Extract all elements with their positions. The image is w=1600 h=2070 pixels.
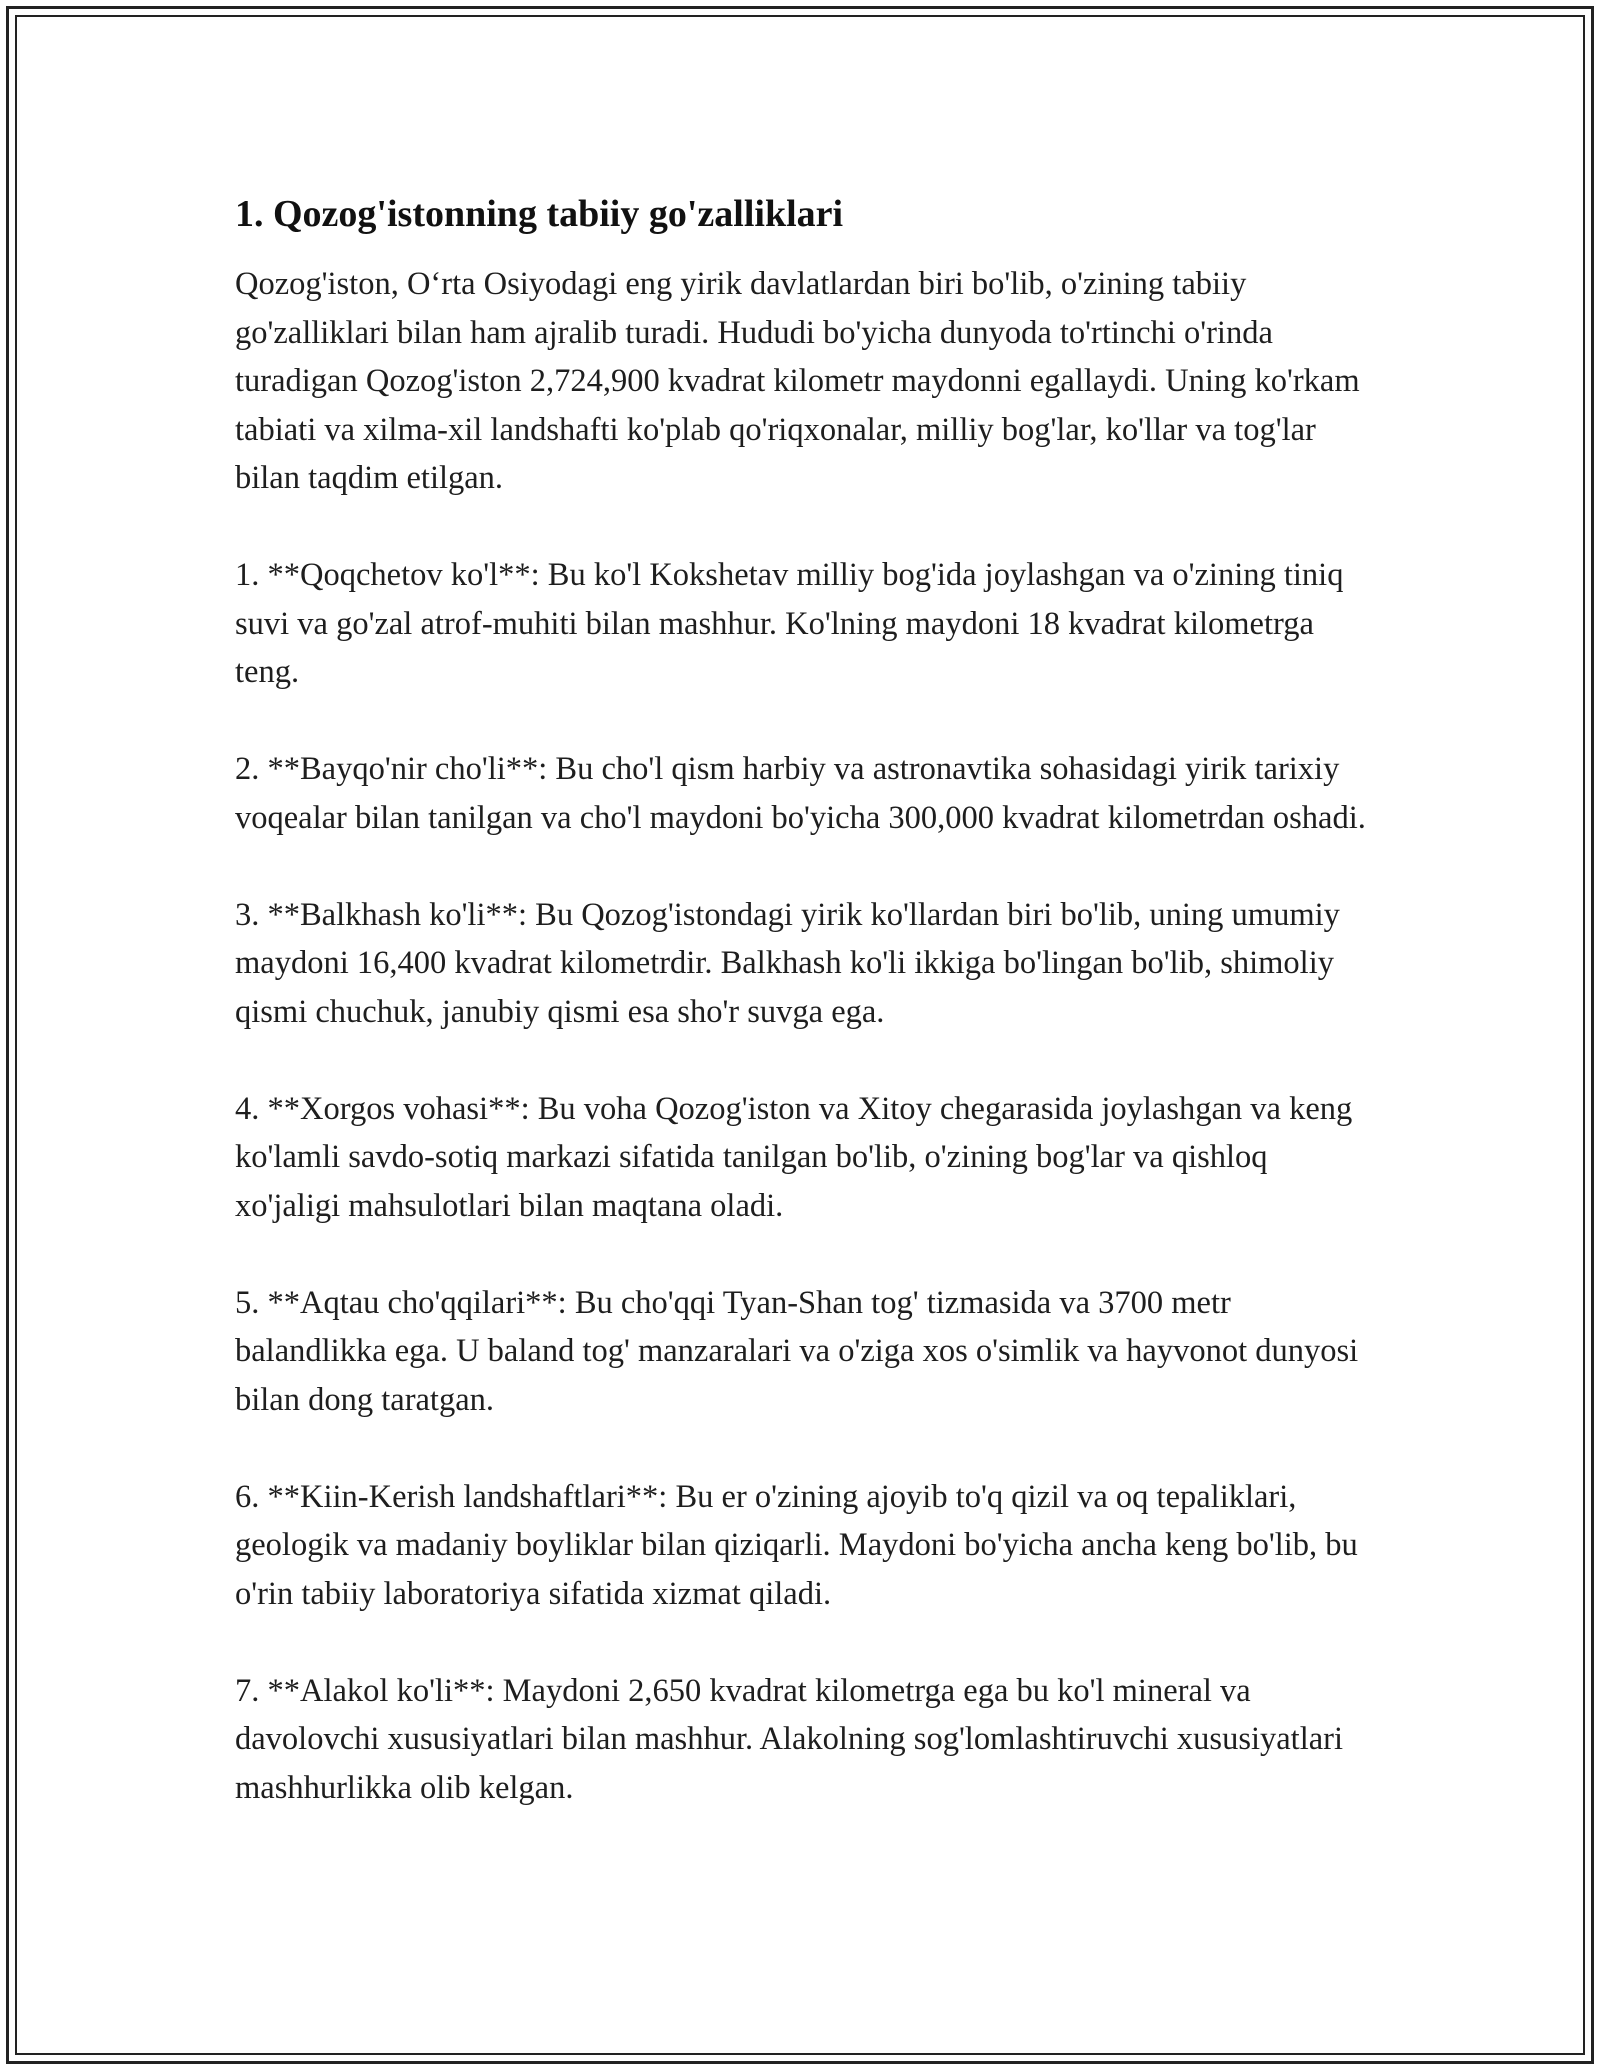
list-item: 4. **Xorgos vohasi**: Bu voha Qozog'iston va Xitoy chegarasida joylashgan va keng ko'lamli savdo-sotiq markazi sifatida tanilgan bo'lib, o'zining bog'lar va qishloq xo'jaligi mahsulotlari bilan maqtana oladi. <box>235 1090 1353 1224</box>
intro-paragraph: Qozog'iston, O‘rta Osiyodagi eng yirik davlatlardan biri bo'lib, o'zining tabiiy go'zalliklari bilan ham ajralib turadi. Hududi bo'yicha dunyoda to'rtinchi o'rinda turadigan Qozog'iston 2,724,900 kvadrat kilometr maydonni egallaydi. Uning ko'rkam tabiati va xilma-xil landshafti ko'plab qo'riqxonalar, milliy bog'lar, ko'llar va tog'lar bilan taqdim etilgan. <box>235 266 1360 496</box>
list-item: 7. **Alakol ko'li**: Maydoni 2,650 kvadrat kilometrga ega bu ko'l mineral va davolovchi xususiyatlari bilan mashhur. Alakolning sog'lomlashtiruvchi xususiyatlari mashhurlikka olib kelgan. <box>235 1672 1344 1806</box>
list-item: 1. **Qoqchetov ko'l**: Bu ko'l Kokshetav milliy bog'ida joylashgan va o'zining tiniq suvi va go'zal atrof-muhiti bilan mashhur. Ko'lning maydoni 18 kvadrat kilometrga teng. <box>235 557 1344 690</box>
document-body <box>235 186 1375 1861</box>
document-title: 1. Qozog'istonning tabiiy go'zalliklari <box>235 193 844 235</box>
list-item: 3. **Balkhash ko'li**: Bu Qozog'istondagi yirik ko'llardan biri bo'lib, uning umumiy maydoni 16,400 kvadrat kilometrdir. Balkhash ko'li ikkiga bo'lingan bo'lib, shimoliy qismi chuchuk, janubiy qismi esa sho'r suvga ega. <box>235 896 1340 1030</box>
list-item: 5. **Aqtau cho'qqilari**: Bu cho'qqi Tyan-Shan tog' tizmasida va 3700 metr balandlikka ega. U baland tog' manzaralari va o'ziga xos o'simlik va hayvonot dunyosi bilan dong taratgan. <box>235 1284 1359 1418</box>
list-item: 6. **Kiin-Kerish landshaftlari**: Bu er o'zining ajoyib to'q qizil va oq tepaliklari, geologik va madaniy boyliklar bilan qiziqarli. Maydoni bo'yicha ancha keng bo'lib, bu o'rin tabiiy laboratoriya sifatida xizmat qiladi. <box>235 1478 1358 1612</box>
list-item: 2. **Bayqo'nir cho'li**: Bu cho'l qism harbiy va astronavtika sohasidagi yirik tarixiy voqealar bilan tanilgan va cho'l maydoni bo'yicha 300,000 kvadrat kilometrdan oshadi. <box>235 751 1366 836</box>
